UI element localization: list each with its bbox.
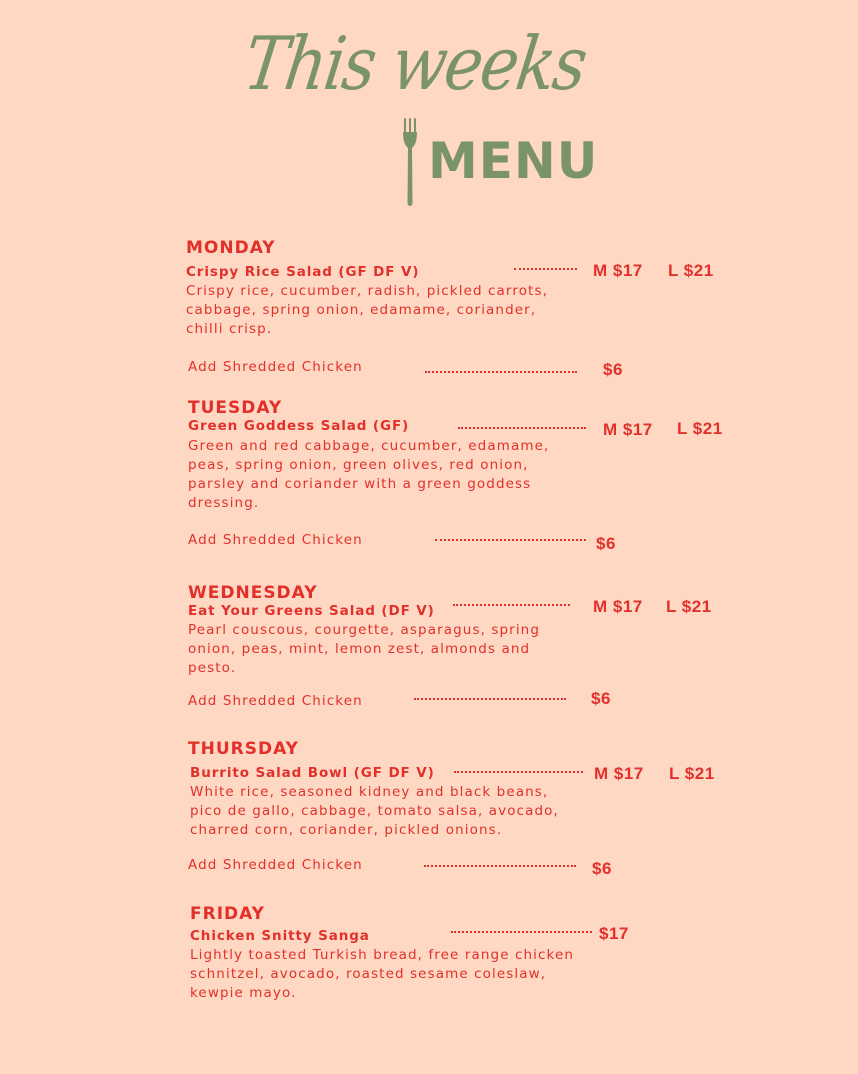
dot-leader xyxy=(454,771,583,773)
price-large-monday: L $21 xyxy=(668,261,714,280)
dot-leader xyxy=(435,539,586,541)
addon-price-wednesday: $6 xyxy=(591,689,611,708)
addon-price-tuesday: $6 xyxy=(596,534,616,553)
script-title: This weeks xyxy=(238,22,591,108)
price-large-thursday: L $21 xyxy=(669,764,715,783)
addon-label-wednesday: Add Shredded Chicken xyxy=(188,693,363,709)
dot-leader xyxy=(451,931,592,933)
day-heading-wednesday: WEDNESDAY xyxy=(188,583,318,603)
dot-leader xyxy=(514,268,577,270)
price-medium-monday: M $17 xyxy=(593,261,643,280)
dish-name-tuesday: Green Goddess Salad (GF) xyxy=(188,418,410,434)
price-large-tuesday: L $21 xyxy=(677,419,723,438)
dish-name-wednesday: Eat Your Greens Salad (DF V) xyxy=(188,603,435,619)
addon-label-thursday: Add Shredded Chicken xyxy=(188,857,363,873)
dish-name-friday: Chicken Snitty Sanga xyxy=(190,928,370,944)
price-medium-tuesday: M $17 xyxy=(603,420,653,439)
menu-title: MENU xyxy=(428,132,599,190)
dish-description-thursday: White rice, seasoned kidney and black beans, pico de gallo, cabbage, tomato salsa, avocado, charred corn, coriander, pickled onions. xyxy=(190,784,559,838)
dish-description-monday: Crispy rice, cucumber, radish, pickled carrots, cabbage, spring onion, edamame, coriander, chilli crisp. xyxy=(186,283,548,337)
addon-label-tuesday: Add Shredded Chicken xyxy=(188,532,363,548)
price-medium-thursday: M $17 xyxy=(594,764,644,783)
dot-leader xyxy=(458,427,586,429)
day-heading-tuesday: TUESDAY xyxy=(188,398,283,418)
dish-description-friday: Lightly toasted Turkish bread, free range chicken schnitzel, avocado, roasted sesame coleslaw, kewpie mayo. xyxy=(190,947,575,1001)
dot-leader xyxy=(414,698,566,700)
day-heading-monday: MONDAY xyxy=(186,238,276,258)
price-medium-wednesday: M $17 xyxy=(593,597,643,616)
price-friday: $17 xyxy=(599,924,629,943)
fork-icon xyxy=(398,118,422,208)
dot-leader xyxy=(425,371,577,373)
addon-price-monday: $6 xyxy=(603,360,623,379)
dot-leader xyxy=(453,604,570,606)
addon-price-thursday: $6 xyxy=(592,859,612,878)
dish-name-thursday: Burrito Salad Bowl (GF DF V) xyxy=(190,765,435,781)
addon-label-monday: Add Shredded Chicken xyxy=(188,359,363,375)
dish-description-wednesday: Pearl couscous, courgette, asparagus, spring onion, peas, mint, lemon zest, almonds and pesto. xyxy=(188,622,540,676)
day-heading-thursday: THURSDAY xyxy=(188,739,299,759)
price-large-wednesday: L $21 xyxy=(666,597,712,616)
dish-description-tuesday: Green and red cabbage, cucumber, edamame, peas, spring onion, green olives, red onion, parsley and coriander with a green goddess dressing. xyxy=(188,438,550,511)
dot-leader xyxy=(424,865,576,867)
dish-name-monday: Crispy Rice Salad (GF DF V) xyxy=(186,264,420,280)
day-heading-friday: FRIDAY xyxy=(190,904,265,924)
